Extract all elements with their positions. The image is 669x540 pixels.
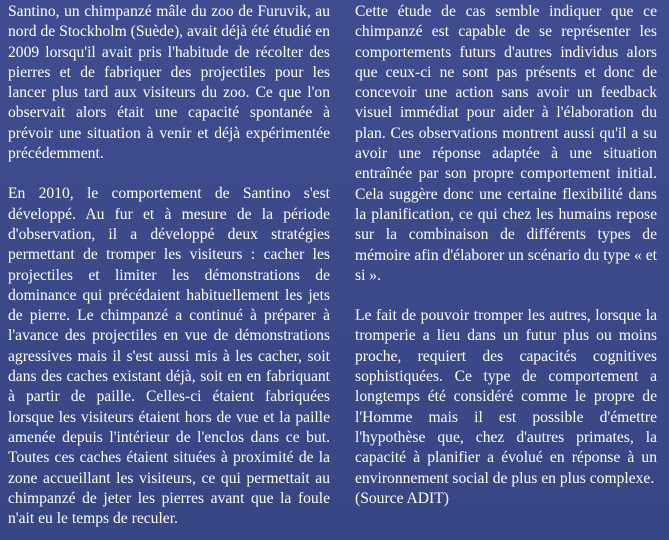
left-column (8, 2, 330, 529)
paragraph-deception: Le fait de pouvoir tromper les autres, lorsque la tromperie a lieu dans un futur plus ou moins proche, requiert des capacités cognitives sophistiquées. Ce type de comportement a longtemps été considéré comme le propre de l'Homme mais il est possible d'émettre l'hypothèse que, chez d'autres primates, la capacité à planifier a évolué en réponse à un environnement social de plus en plus complexe. (355, 307, 657, 487)
source-credit: (Source ADIT) (355, 489, 449, 507)
paragraph-santino-intro: Santino, un chimpanzé mâle du zoo de Furuvik, au nord de Stockholm (Suède), avait déjà été étudié en 2009 lorsqu'il avait pris l'habitude de récolter des pierres et de fabriquer des projectiles pour les lancer plus tard aux visiteurs du zoo. Ce que l'on observait alors était une capacité spontanée à prévoir une situation à venir et déjà expérimentée précédemment. (8, 3, 330, 163)
right-column (355, 2, 657, 509)
paragraph-santino-2010: En 2010, le comportement de Santino s'est développé. Au fur et à mesure de la période d'observation, il a développé deux stratégies permettant de tromper les visiteurs : cacher les projectiles et limiter les démonstrations de dominance qui précédaient habituellement les jets de pierre. Le chimpanzé a continué à préparer à l'avance des projectiles en vue de démonstrations agressives mais il s'est aussi mis à les cacher, soit dans des caches existant déjà, soit en en fabriquant à partir de paille. Celles-ci étaient fabriquées lorsque les visiteurs étaient hors de vue et la paille amenée depuis l'intérieur de l'enclos dans ce but. Toutes ces caches étaient situées à proximité de la zone accueillant les visiteurs, ce qui permettait au chimpanzé de jeter les pierres avant que la foule n'ait eu le temps de reculer. (8, 185, 330, 528)
paragraph-case-study: Cette étude de cas semble indiquer que ce chimpanzé est capable de se représenter les comportements futurs d'autres individus alors que ceux-ci ne sont pas présents et donc de concevoir une action sans avoir un feedback visuel immédiat pour aider à l'élaboration du plan. Ces observations montrent aussi qu'il a su avoir une réponse adaptée à une situation entraînée par son propre comportement initial. Cela suggère donc une certaine flexibilité dans la planification, ce qui chez les humains repose sur la combinaison de différents types de mémoire afin d'élaborer un scénario du type « et si ». (355, 3, 657, 284)
